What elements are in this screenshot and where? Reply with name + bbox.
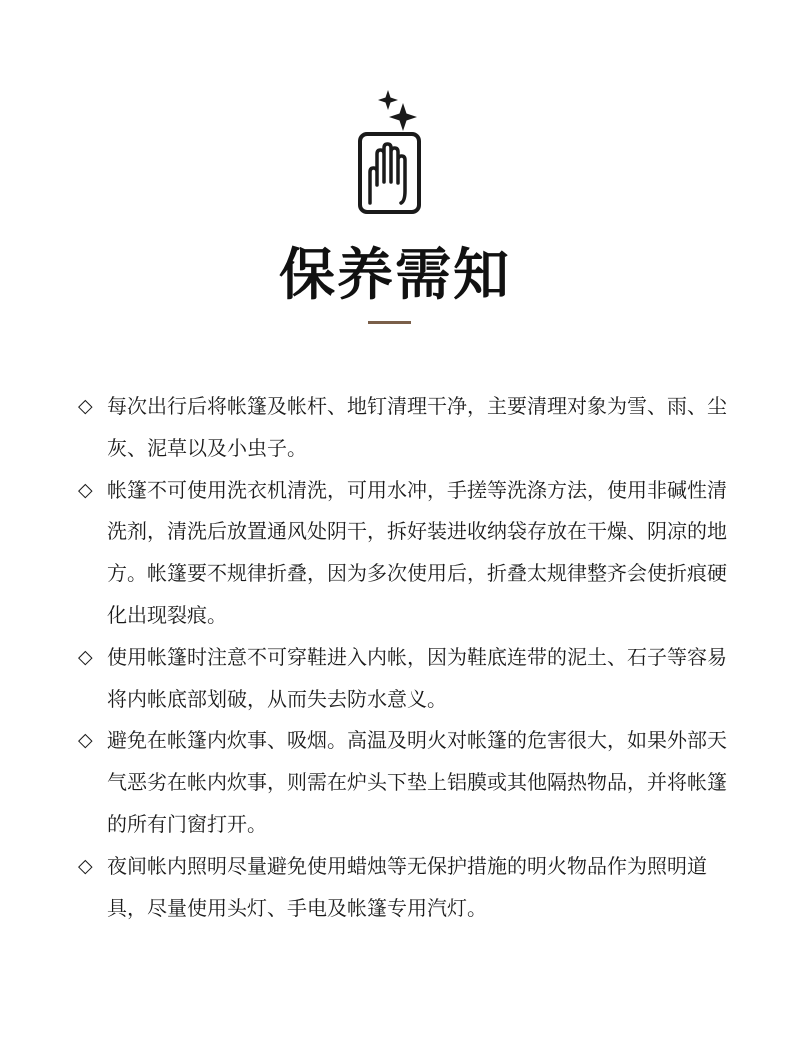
diamond-bullet-icon: ◇: [78, 854, 93, 877]
hand-card-sparkle-icon: [350, 88, 430, 218]
note-text: 使用帐篷时注意不可穿鞋进入内帐，因为鞋底连带的泥土、石子等容易将内帐底部划破，从而失去防水意义。: [107, 644, 727, 711]
list-item: [78, 386, 738, 470]
note-text: 每次出行后将帐篷及帐杆、地钉清理干净，主要清理对象为雪、雨、尘灰、泥草以及小虫子。: [107, 394, 727, 460]
note-text: 帐篷不可使用洗衣机清洗，可用水冲，手搓等洗涤方法，使用非碱性清洗剂，清洗后放置通风处阴干，拆好装进收纳袋存放在干燥、阴凉的地方。帐篷要不规律折叠，因为多次使用后，折叠太规律整齐会使折痕硬化出现裂痕。: [107, 477, 727, 627]
list-item: [78, 720, 738, 845]
list-item: [78, 846, 738, 930]
list-item: [78, 637, 738, 721]
care-notes-list: [78, 386, 738, 929]
title-divider: [368, 321, 411, 324]
diamond-bullet-icon: ◇: [78, 395, 93, 417]
diamond-bullet-icon: ◇: [78, 478, 93, 501]
note-text: 夜间帐内照明尽量避免使用蜡烛等无保护措施的明火物品作为照明道具，尽量使用头灯、手电及帐篷专用汽灯。: [107, 853, 707, 920]
list-item: [78, 470, 738, 637]
diamond-bullet-icon: ◇: [78, 645, 93, 668]
page-title: 保养需知: [279, 243, 511, 308]
note-text: 避免在帐篷内炊事、吸烟。高温及明火对帐篷的危害很大，如果外部天气恶劣在帐内炊事，则需在炉头下垫上铝膜或其他隔热物品，并将帐篷的所有门窗打开。: [107, 728, 727, 836]
diamond-bullet-icon: ◇: [78, 729, 93, 752]
